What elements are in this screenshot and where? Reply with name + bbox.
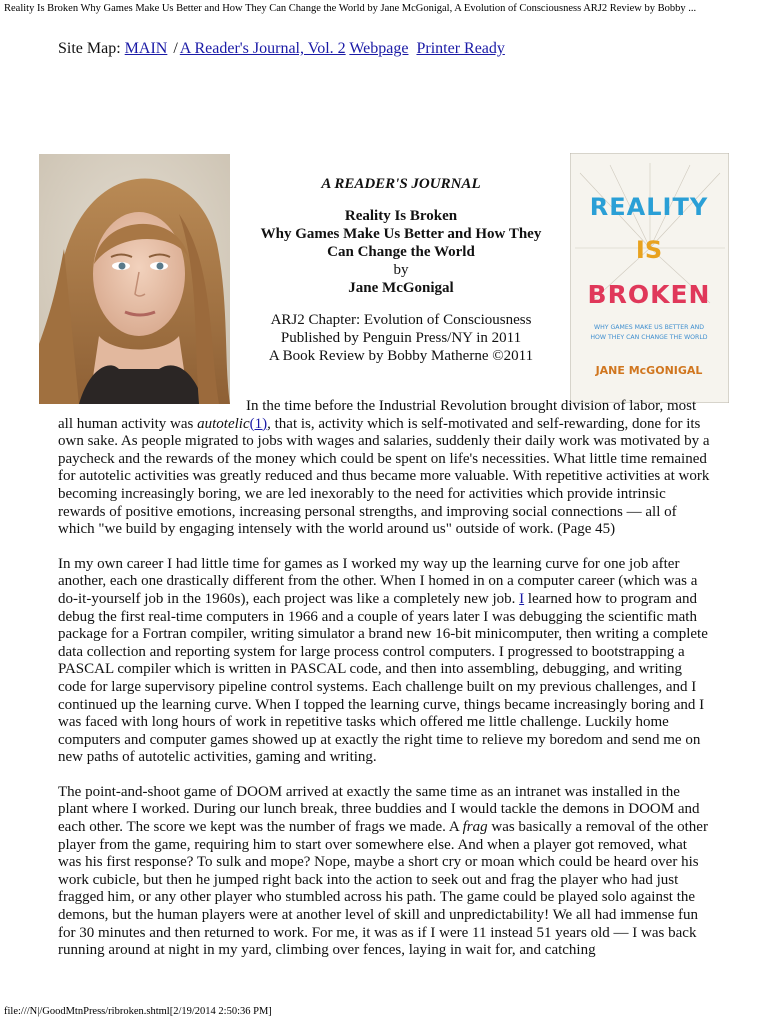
journal-heading: A READER'S JOURNAL — [321, 176, 481, 192]
by-label: by — [393, 262, 409, 278]
readers-journal-link[interactable]: A Reader's Journal, Vol. 2 — [179, 40, 346, 57]
book-title-line-2: Why Games Make Us Better and How They — [260, 226, 542, 242]
cover-tagline-1: WHY GAMES MAKE US BETTER AND — [593, 324, 705, 331]
print-header-title: Reality Is Broken Why Games Make Us Better and How They Can Change the World by Jane McGonigal, A Evolution of Consciousness ARJ2 Review by Bobby ... — [4, 3, 697, 14]
p1-text-start: In the time before the Industrial Revolution brought division of labor, most all human activity was — [58, 398, 697, 432]
paragraph-2 — [58, 556, 710, 767]
author-photo — [39, 154, 230, 404]
cover-title-top: REALITY — [589, 193, 709, 221]
p2-text-start: In my own career I had little time for games as I worked my way up the learning curve for one job after another, each one drastically different from the other. When I homed in on a computer career (which was a do-it-yourself job in the 1960s), each project was like a completely new job. — [58, 555, 698, 607]
p3-text-start: The point-and-shoot game of DOOM arrived at exactly the same time as an intranet was installed in the plant where I worked. During our lunch break, three buddies and I would tackle the demons in DOOM and each other. The score we kept was the number of frags we made. A — [58, 783, 700, 836]
site-map-separator: / — [173, 40, 178, 57]
footnote-1-link[interactable]: (1) — [249, 415, 268, 432]
review-info — [236, 311, 566, 365]
cover-author: JANE McGONIGAL — [595, 364, 703, 377]
book-title — [236, 207, 566, 297]
review-body — [58, 398, 710, 977]
review-credit-line: A Book Review by Bobby Matherne ©2011 — [268, 348, 534, 364]
book-author: Jane McGonigal — [348, 280, 454, 296]
cover-title-mid: IS — [635, 236, 663, 264]
webpage-link[interactable]: Webpage — [349, 40, 409, 57]
author-portrait-image — [39, 154, 230, 404]
cover-tagline-2: HOW THEY CAN CHANGE THE WORLD — [590, 334, 708, 341]
p2-text-rest: learned how to program and debug the first real-time computers in 1966 and a couple of years later I was debugging the scientific math package for a Fortran compiler, writing simulator a brand new 16-bit minicomputer, then writing a complete data collection and reporting system for large process control computers. I progressed to bootstrapping a PASCAL compiler which is written in PASCAL code, and then into assembling, debugging, and writing code for large supervisory pipeline control systems. Each challenge built on my previous challenges, and I continued up the learning curve. When I topped the learning curve, things became increasingly boring and I was faced with long hours of work in repetitive tasks which offered me little challenge. Luckily home computers and computer games showed up at exactly the right time to relieve my boredom and send me on new paths of autotelic activities, gaming and writing. — [58, 590, 708, 766]
p1-text-rest: , that is, activity which is self-motivated and self-rewarding, done for its own sake. As people migrated to jobs with wages and salaries, suddenly their daily work was motivated by a paycheck and the rewards of the money which could be spent on life's necessities. What little time remained for autotelic activities was greatly reduced and thus became more valuable. With repetitive activities at work becoming increasingly boring, we are led inexorably to the need for activities which provide intrinsic rewards of positive emotions, increasing personal strengths, and improving social connections — all of which "we build by engaging intensely with the world around us" outside of work. (Page 45) — [58, 415, 710, 538]
site-map-label: Site Map: — [58, 40, 121, 57]
book-title-line-1: Reality Is Broken — [344, 208, 458, 224]
site-map-nav — [58, 40, 505, 58]
printer-ready-link[interactable]: Printer Ready — [416, 40, 505, 57]
paragraph-3 — [58, 784, 710, 960]
p3-text-rest: was basically a removal of the other player from the game, requiring him to start over somewhere else. And when a player got removed, what was his first response? To sulk and mope? Nope, maybe a short cry or moan which could be heard over his work cubicle, but then he jumped right back into the action to seek out and frag the player who had just fragged him, or any other player who stumbled across his path. The game could be played solo against the demons, but the human players were at another level of skill and unpredictability! We all had immense fun for 30 minutes and then returned to work. For me, it was as if I were 11 instead 51 years old — I was back running around at night in my yard, climbing over fences, laying in wait for, and catching — [58, 819, 708, 959]
p1-term-autotelic: autotelic — [197, 415, 250, 432]
title-block — [236, 175, 566, 365]
cover-title-bottom: BROKEN — [587, 280, 711, 309]
chapter-line: ARJ2 Chapter: Evolution of Consciousness — [270, 312, 532, 328]
book-cover-image — [570, 153, 729, 403]
p3-term-frag: frag — [462, 819, 488, 836]
main-link[interactable]: MAIN — [124, 40, 168, 57]
print-footer-path: file:///N|/GoodMtnPress/ribroken.shtml[2/19/2014 2:50:36 PM] — [4, 1006, 272, 1017]
p2-i-link[interactable]: I — [519, 590, 525, 607]
paragraph-1 — [58, 398, 710, 539]
book-cover — [570, 153, 729, 403]
published-line: Published by Penguin Press/NY in 2011 — [280, 330, 522, 346]
book-title-line-3: Can Change the World — [327, 244, 475, 260]
